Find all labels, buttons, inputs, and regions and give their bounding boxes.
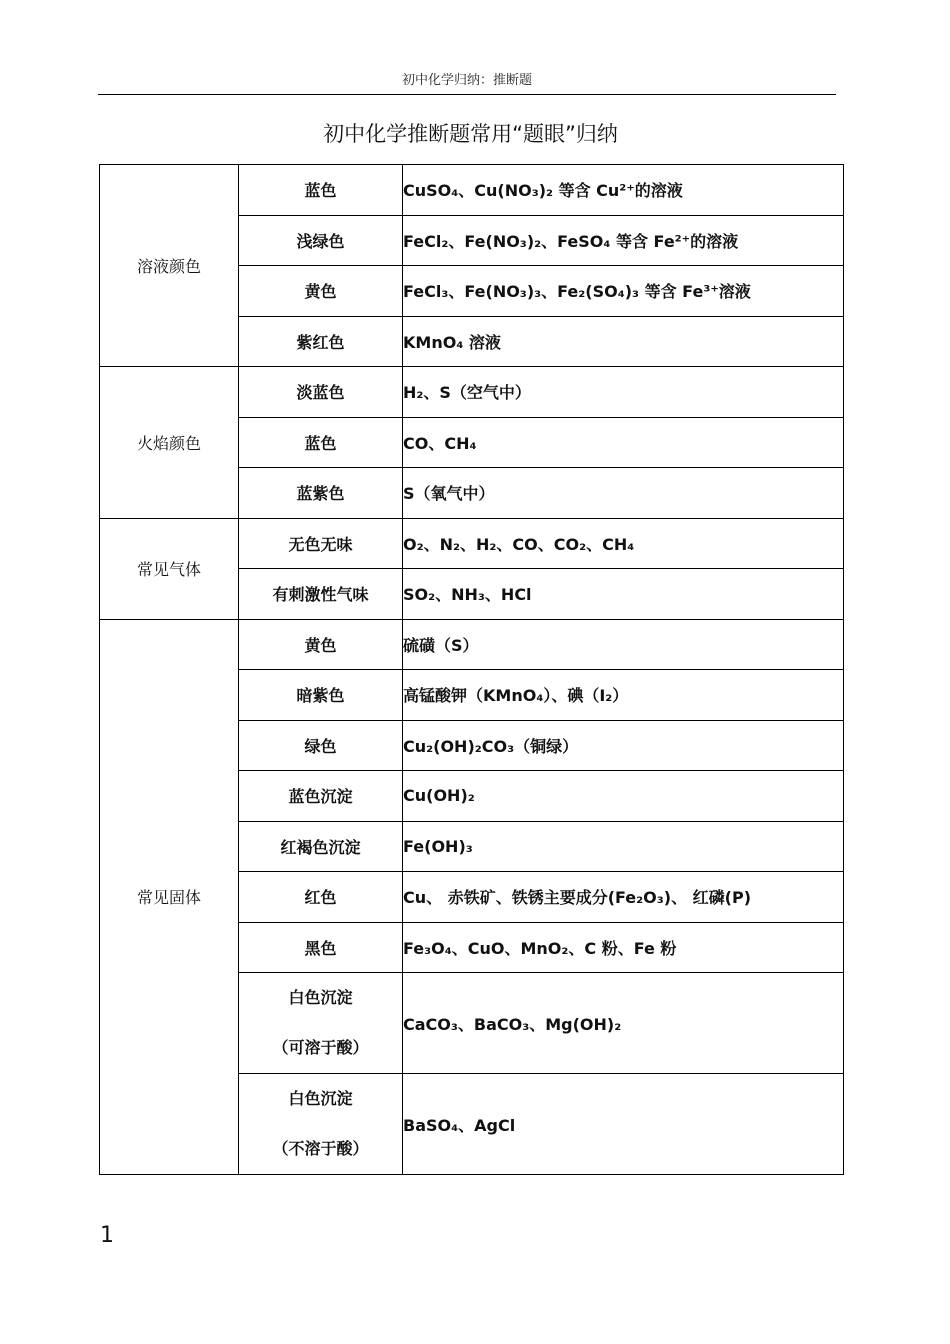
value-cell: Cu(OH)₂ [403, 771, 844, 822]
property-cell: 红色 [239, 872, 403, 923]
property-cell: 蓝紫色 [239, 468, 403, 519]
category-cell: 火焰颜色 [100, 367, 239, 519]
value-cell: Fe₃O₄、CuO、MnO₂、C 粉、Fe 粉 [403, 922, 844, 973]
property-cell [239, 1074, 403, 1175]
property-sub-label: （可溶于酸） [272, 1038, 369, 1057]
page-header: 初中化学归纳：推断题 [98, 70, 836, 95]
value-cell: FeCl₃、Fe(NO₃)₃、Fe₂(SO₄)₃ 等含 Fe³⁺溶液 [403, 266, 844, 317]
property-cell: 无色无味 [239, 518, 403, 569]
category-cell: 溶液颜色 [100, 165, 239, 367]
property-sub-label: （不溶于酸） [272, 1139, 369, 1158]
value-cell: CaCO₃、BaCO₃、Mg(OH)₂ [403, 973, 844, 1074]
property-cell: 绿色 [239, 720, 403, 771]
value-cell: KMnO₄ 溶液 [403, 316, 844, 367]
value-cell: CuSO₄、Cu(NO₃)₂ 等含 Cu²⁺的溶液 [403, 165, 844, 216]
document-title: 初中化学推断题常用“题眼”归纳 [323, 122, 618, 146]
value-cell: 高锰酸钾（KMnO₄）、碘（I₂） [403, 670, 844, 721]
property-cell: 蓝色 [239, 165, 403, 216]
value-cell: Cu、 赤铁矿、铁锈主要成分(Fe₂O₃)、 红磷(P) [403, 872, 844, 923]
table-row [100, 518, 844, 569]
page-number: 1 [100, 1223, 114, 1248]
property-cell: 有刺激性气味 [239, 569, 403, 620]
value-cell: O₂、N₂、H₂、CO、CO₂、CH₄ [403, 518, 844, 569]
property-main-label: 白色沉淀 [288, 1089, 353, 1108]
property-cell: 浅绿色 [239, 215, 403, 266]
value-cell: 硫磺（S） [403, 619, 844, 670]
property-cell: 蓝色沉淀 [239, 771, 403, 822]
property-cell: 黄色 [239, 619, 403, 670]
property-cell: 黑色 [239, 922, 403, 973]
category-cell: 常见固体 [100, 619, 239, 1175]
value-cell: Fe(OH)₃ [403, 821, 844, 872]
table-row [100, 165, 844, 216]
property-main-label: 白色沉淀 [288, 988, 353, 1007]
value-cell: FeCl₂、Fe(NO₃)₂、FeSO₄ 等含 Fe²⁺的溶液 [403, 215, 844, 266]
value-cell: SO₂、NH₃、HCl [403, 569, 844, 620]
value-cell: BaSO₄、AgCl [403, 1074, 844, 1175]
value-cell: Cu₂(OH)₂CO₃（铜绿） [403, 720, 844, 771]
value-cell: H₂、S（空气中） [403, 367, 844, 418]
value-cell: CO、CH₄ [403, 417, 844, 468]
table-row [100, 367, 844, 418]
property-cell [239, 973, 403, 1074]
property-cell: 淡蓝色 [239, 367, 403, 418]
property-cell: 蓝色 [239, 417, 403, 468]
value-cell: S（氧气中） [403, 468, 844, 519]
property-cell: 黄色 [239, 266, 403, 317]
property-cell: 暗紫色 [239, 670, 403, 721]
category-cell: 常见气体 [100, 518, 239, 619]
summary-table [99, 164, 844, 1175]
property-cell: 紫红色 [239, 316, 403, 367]
property-cell: 红褐色沉淀 [239, 821, 403, 872]
table-row [100, 619, 844, 670]
